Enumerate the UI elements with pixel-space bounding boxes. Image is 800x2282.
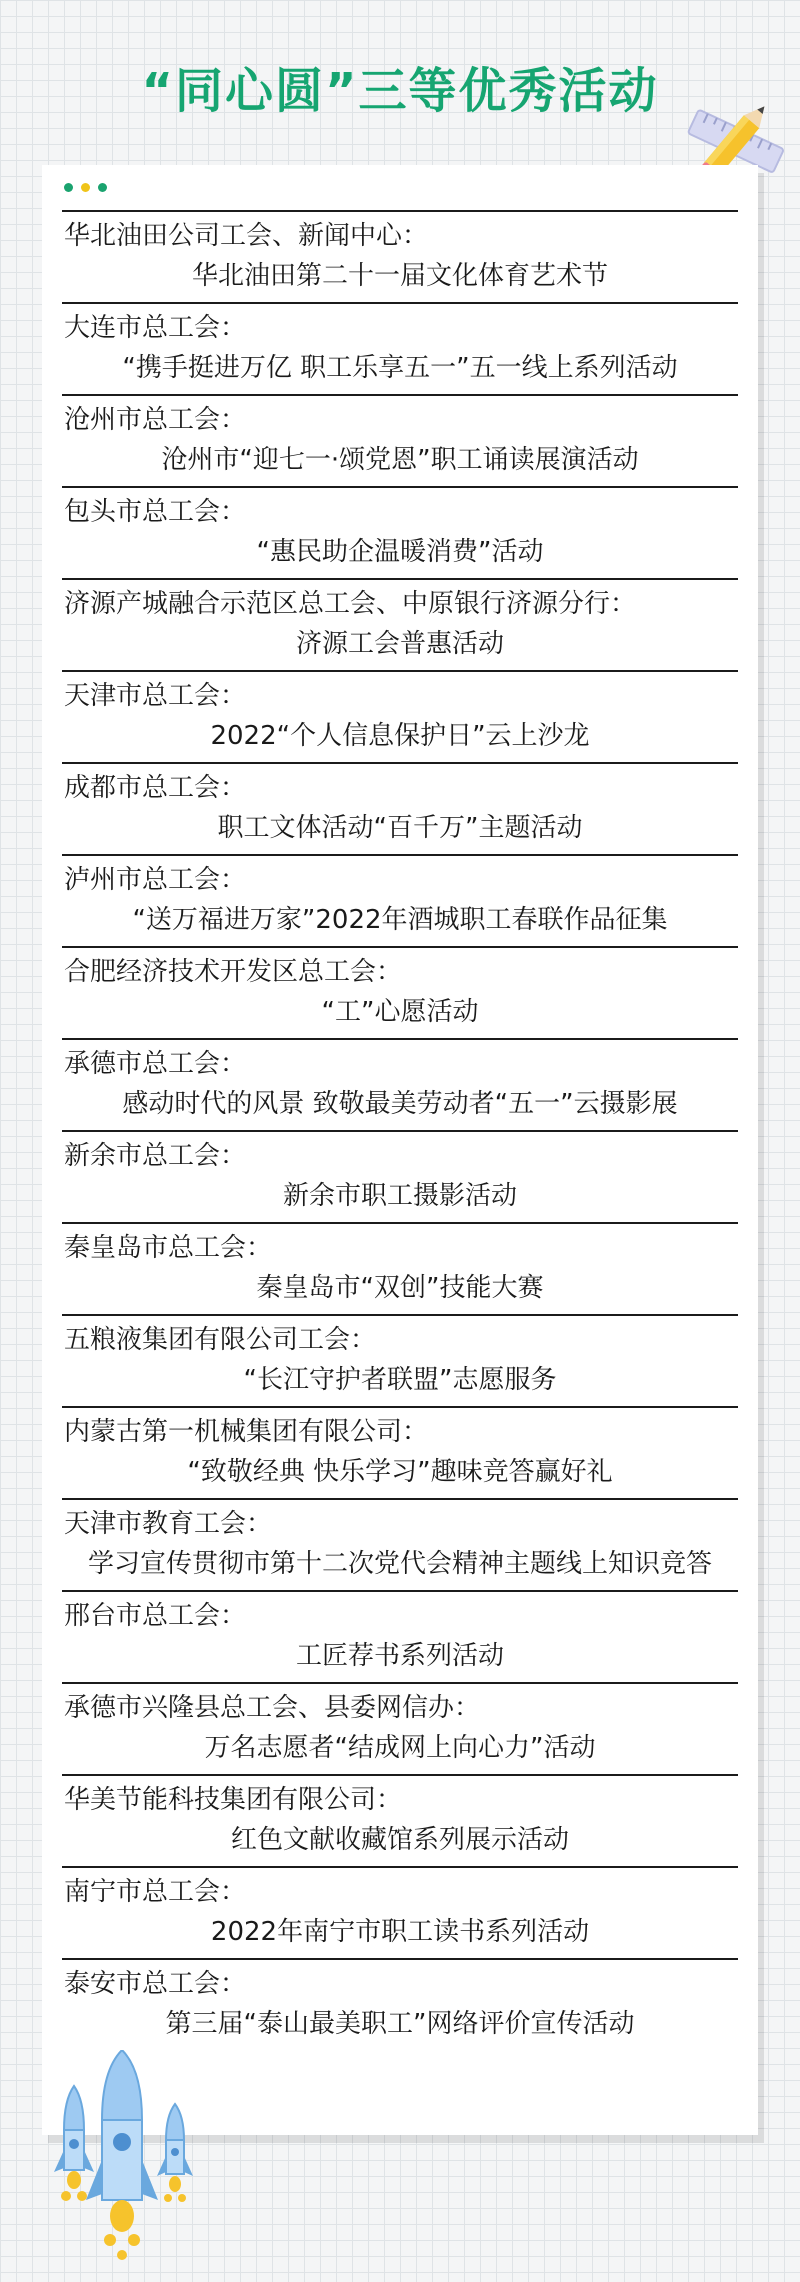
organization-name: 内蒙古第一机械集团有限公司： bbox=[64, 1417, 429, 1447]
dot-icon bbox=[98, 183, 107, 192]
list-item bbox=[62, 1132, 738, 1224]
list-item bbox=[62, 764, 738, 856]
list-item bbox=[62, 856, 738, 948]
organization-name: 五粮液集团有限公司工会： bbox=[64, 1325, 377, 1355]
organization-name: 泸州市总工会： bbox=[64, 865, 247, 895]
activity-name: 职工文体活动“百千万”主题活动 bbox=[217, 813, 583, 843]
activity-name: 华北油田第二十一届文化体育艺术节 bbox=[191, 261, 608, 291]
organization-name: 秦皇岛市总工会： bbox=[64, 1233, 273, 1263]
list-item bbox=[62, 396, 738, 488]
organization-name: 包头市总工会： bbox=[64, 497, 247, 527]
list-item bbox=[62, 1040, 738, 1132]
organization-name: 合肥经济技术开发区总工会： bbox=[64, 957, 403, 987]
activity-name: 学习宣传贯彻市第十二次党代会精神主题线上知识竞答 bbox=[87, 1549, 712, 1579]
activity-card bbox=[42, 165, 758, 2135]
page-title: “同心圆”三等优秀活动 bbox=[141, 63, 659, 119]
activity-name: 2022“个人信息保护日”云上沙龙 bbox=[210, 721, 590, 751]
list-item bbox=[62, 488, 738, 580]
organization-name: 天津市教育工会： bbox=[64, 1509, 273, 1539]
list-item bbox=[62, 1960, 738, 2050]
list-item bbox=[62, 1316, 738, 1408]
organization-name: 济源产城融合示范区总工会、中原银行济源分行： bbox=[64, 589, 637, 619]
list-item bbox=[62, 672, 738, 764]
list-item bbox=[62, 1500, 738, 1592]
list-item bbox=[62, 1408, 738, 1500]
list-item bbox=[62, 304, 738, 396]
organization-name: 新余市总工会： bbox=[64, 1141, 247, 1171]
organization-name: 邢台市总工会： bbox=[64, 1601, 247, 1631]
organization-name: 大连市总工会： bbox=[64, 313, 247, 343]
organization-name: 成都市总工会： bbox=[64, 773, 247, 803]
activity-name: 沧州市“迎七一·颂党恩”职工诵读展演活动 bbox=[161, 445, 639, 475]
activity-name: 秦皇岛市“双创”技能大赛 bbox=[256, 1273, 544, 1303]
window-dots bbox=[64, 183, 107, 192]
activity-list bbox=[62, 210, 738, 2050]
organization-name: 承德市总工会： bbox=[64, 1049, 247, 1079]
organization-name: 天津市总工会： bbox=[64, 681, 247, 711]
activity-name: “长江守护者联盟”志愿服务 bbox=[243, 1365, 557, 1395]
activity-name: “惠民助企温暖消费”活动 bbox=[256, 537, 544, 567]
list-item bbox=[62, 1684, 738, 1776]
rocket-icon bbox=[40, 2050, 210, 2275]
dot-icon bbox=[64, 183, 73, 192]
organization-name: 华美节能科技集团有限公司： bbox=[64, 1785, 403, 1815]
activity-name: “送万福进万家”2022年酒城职工春联作品征集 bbox=[132, 905, 668, 935]
list-item bbox=[62, 1224, 738, 1316]
activity-name: “携手挺进万亿 职工乐享五一”五一线上系列活动 bbox=[122, 353, 678, 383]
activity-name: “致敬经典 快乐学习”趣味竞答赢好礼 bbox=[187, 1457, 613, 1487]
list-item bbox=[62, 580, 738, 672]
list-item bbox=[62, 1868, 738, 1960]
organization-name: 沧州市总工会： bbox=[64, 405, 247, 435]
activity-name: 红色文献收藏馆系列展示活动 bbox=[230, 1825, 569, 1855]
list-item bbox=[62, 1592, 738, 1684]
activity-name: 感动时代的风景 致敬最美劳动者“五一”云摄影展 bbox=[122, 1089, 678, 1119]
activity-name: 万名志愿者“结成网上向心力”活动 bbox=[204, 1733, 596, 1763]
list-item bbox=[62, 948, 738, 1040]
organization-name: 泰安市总工会： bbox=[64, 1969, 247, 1999]
organization-name: 南宁市总工会： bbox=[64, 1877, 247, 1907]
activity-name: 工匠荐书系列活动 bbox=[295, 1641, 504, 1671]
activity-name: “工”心愿活动 bbox=[321, 997, 479, 1027]
list-item bbox=[62, 212, 738, 304]
activity-name: 新余市职工摄影活动 bbox=[282, 1181, 517, 1211]
activity-name: 第三届“泰山最美职工”网络评价宣传活动 bbox=[165, 2009, 635, 2039]
list-item bbox=[62, 1776, 738, 1868]
activity-name: 2022年南宁市职工读书系列活动 bbox=[210, 1917, 590, 1947]
dot-icon bbox=[81, 183, 90, 192]
activity-name: 济源工会普惠活动 bbox=[295, 629, 504, 659]
organization-name: 华北油田公司工会、新闻中心： bbox=[64, 221, 429, 251]
organization-name: 承德市兴隆县总工会、县委网信办： bbox=[64, 1693, 481, 1723]
